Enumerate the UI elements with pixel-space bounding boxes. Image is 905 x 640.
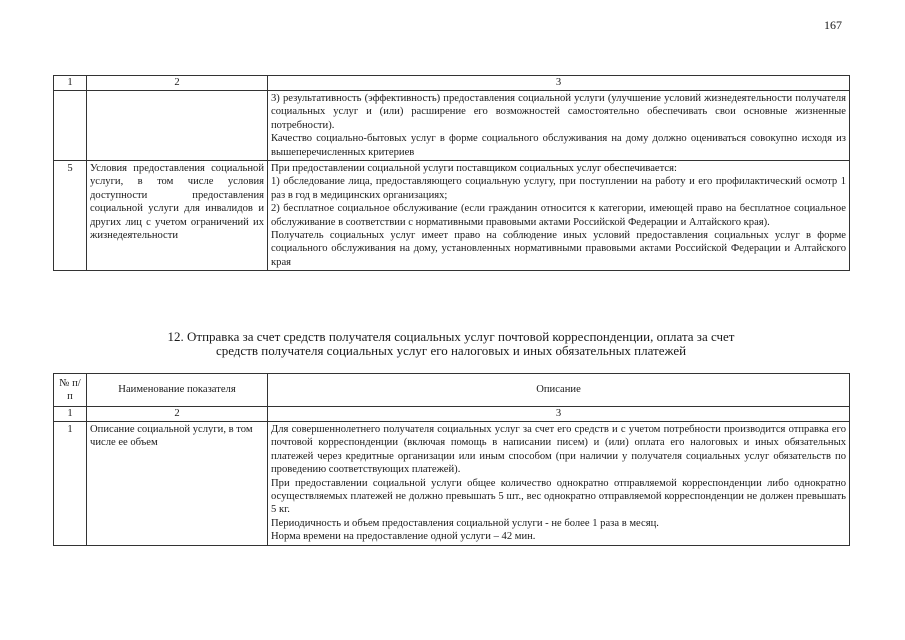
header-num: № п/п — [54, 374, 87, 407]
description-paragraph: Качество социально-бытовых услуг в форме социального обслуживания на дому должно оцениваться совокупно исходя из вышеперечисленных критериев — [271, 133, 846, 158]
description-paragraph: 3) результативность (эффективность) предоставления социальной услуги (улучшение условий жизнедеятельности получателя социальных услуг и (или) расширение его возможностей самостоятельно обеспечивать свои основные жизненные потребности). — [271, 93, 846, 131]
table-index-row — [54, 407, 850, 422]
index-col-1: 1 — [54, 76, 87, 91]
indicator-name-cell: Условия предоставления социальной услуги, в том числе условия доступности предоставления социальной услуги для инвалидов и других лиц с учетом ограничений их жизнедеятельности — [87, 161, 268, 271]
description-cell — [268, 91, 850, 161]
index-col-2: 2 — [87, 76, 268, 91]
table-index-row — [54, 76, 850, 91]
page-number: 167 — [824, 18, 842, 32]
table-row — [54, 161, 850, 271]
index-col-2: 2 — [87, 407, 268, 422]
section-title-line: 12. Отправка за счет средств получателя социальных услуг почтовой корреспонденции, оплата за счет — [167, 329, 735, 344]
description-paragraph: Получатель социальных услуг имеет право на соблюдение иных условий предоставления социальных услуг в форме социального обслуживания на дому, установленных нормативными правовыми актами Российской Федерации и Алтайского края — [271, 230, 846, 268]
index-col-1: 1 — [54, 407, 87, 422]
section-title-line: средств получателя социальных услуг его налоговых и иных обязательных платежей — [215, 343, 687, 358]
indicator-name-cell: Описание социальной услуги, в том числе ее объем — [87, 422, 268, 546]
row-number-cell — [54, 91, 87, 161]
table-row — [54, 422, 850, 546]
section-title — [80, 330, 822, 358]
description-paragraph: Периодичность и объем предоставления социальной услуги - не более 1 раза в месяц. — [271, 517, 659, 529]
description-paragraph: При предоставлении социальной услуги поставщиком социальных услуг обеспечивается: — [271, 163, 677, 175]
description-paragraph: 2) бесплатное социальное обслуживание (если гражданин относится к категории, имеющей право на бесплатное социальное обслуживание в соответствии с нормативными правовыми актами Российской Федерации и Алтайского края). — [271, 203, 846, 228]
indicator-name-cell — [87, 91, 268, 161]
index-col-3: 3 — [268, 407, 850, 422]
description-paragraph: 1) обследование лица, предоставляющего социальную услугу, при поступлении на работу и его профилактический осмотр 1 раз в год в медицинских организациях; — [271, 176, 846, 201]
table-row — [54, 91, 850, 161]
table-header-row — [54, 374, 850, 407]
header-description: Описание — [268, 374, 850, 407]
table-postal-service — [53, 373, 850, 546]
header-name: Наименование показателя — [87, 374, 268, 407]
description-paragraph: При предоставлении социальной услуги общее количество однократно отправляемой корреспонденции либо однократно осуществляемых платежей не должно превышать 5 шт., вес однократно отправляемой корреспонденции не должен превышать 5 кг. — [271, 477, 846, 516]
description-paragraph: Норма времени на предоставление одной услуги – 42 мин. — [271, 531, 536, 543]
row-number-cell: 1 — [54, 422, 87, 546]
row-number-cell: 5 — [54, 161, 87, 271]
description-cell — [268, 422, 850, 546]
description-paragraph: Для совершеннолетнего получателя социальных услуг за счет его средств и с учетом потребности производится отправка его почтовой корреспонденции (включая помощь в написании писем) и (или) оплата его налоговых и иных обязательных платежей через кредитные организации или иным способом (при наличии у получателя социальных услуг обязательств по проведению соответствующих платежей). — [271, 424, 846, 476]
description-cell — [268, 161, 850, 271]
table-continuation — [53, 75, 850, 271]
index-col-3: 3 — [268, 76, 850, 91]
